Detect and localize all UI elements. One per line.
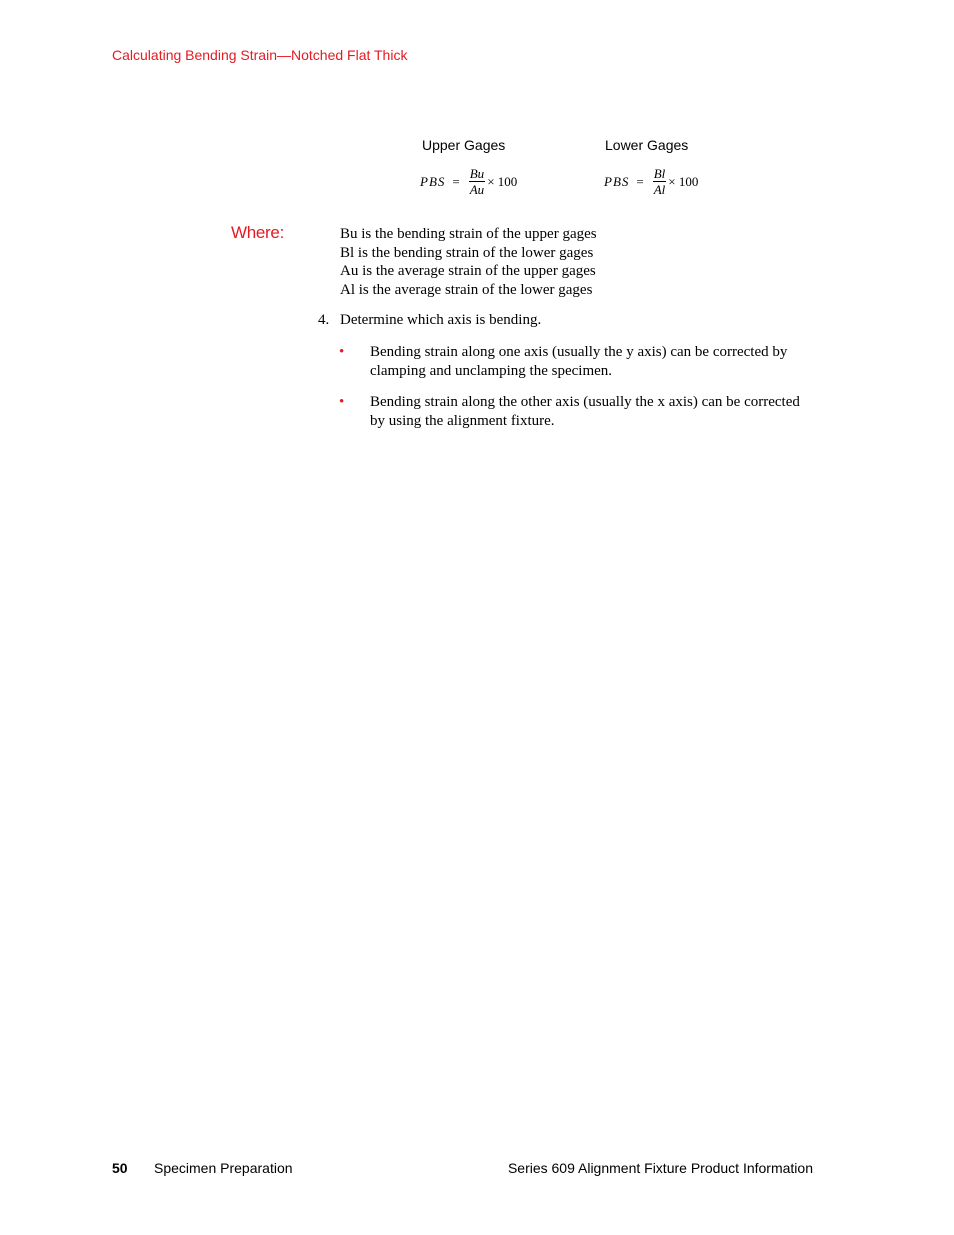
fraction-numerator: Bu xyxy=(469,166,485,181)
lower-formula xyxy=(604,166,698,197)
step-item xyxy=(318,312,541,329)
formula-equals: = xyxy=(452,173,460,189)
running-header: Calculating Bending Strain—Notched Flat Thick xyxy=(112,47,408,63)
definition-item: Bu is the bending strain of the upper gages xyxy=(340,226,597,242)
definition-item: Al is the average strain of the lower gages xyxy=(340,282,593,299)
step-text: Determine which axis is bending. xyxy=(340,312,542,328)
definition-list xyxy=(340,225,597,300)
bullet-marker: • xyxy=(339,344,345,360)
where-label: Where: xyxy=(231,223,284,242)
bullet-line: Bending strain along one axis (usually the y axis) can be corrected by xyxy=(370,344,788,360)
footer-section: Specimen Preparation xyxy=(154,1160,293,1176)
fraction-denominator: Au xyxy=(469,182,485,197)
bullet-marker: • xyxy=(339,394,345,410)
upper-gages-heading: Upper Gages xyxy=(422,137,506,153)
formula-fraction xyxy=(469,166,485,197)
page-number: 50 xyxy=(112,1160,128,1176)
bullet-line: by using the alignment fixture. xyxy=(370,413,555,429)
footer-document-title: Series 609 Alignment Fixture Product Information xyxy=(507,1160,813,1176)
upper-formula xyxy=(420,166,517,197)
fraction-denominator: Al xyxy=(653,182,666,197)
bullet-line: clamping and unclamping the specimen. xyxy=(370,363,613,379)
formula-multiplier: × 100 xyxy=(487,173,518,189)
definition-item: Bl is the bending strain of the lower gages xyxy=(340,244,594,261)
lower-gages-heading: Lower Gages xyxy=(605,137,689,153)
formula-fraction xyxy=(653,166,667,197)
step-number: 4. xyxy=(318,312,330,328)
fraction-numerator: Bl xyxy=(653,166,666,181)
definition-item: Au is the average strain of the upper gages xyxy=(340,263,596,280)
formula-lhs: PBS xyxy=(604,173,630,189)
formula-equals: = xyxy=(636,173,644,189)
bullet-line: Bending strain along the other axis (usually the x axis) can be corrected xyxy=(370,394,800,410)
formula-multiplier: × 100 xyxy=(668,173,699,189)
formula-lhs: PBS xyxy=(420,173,446,189)
